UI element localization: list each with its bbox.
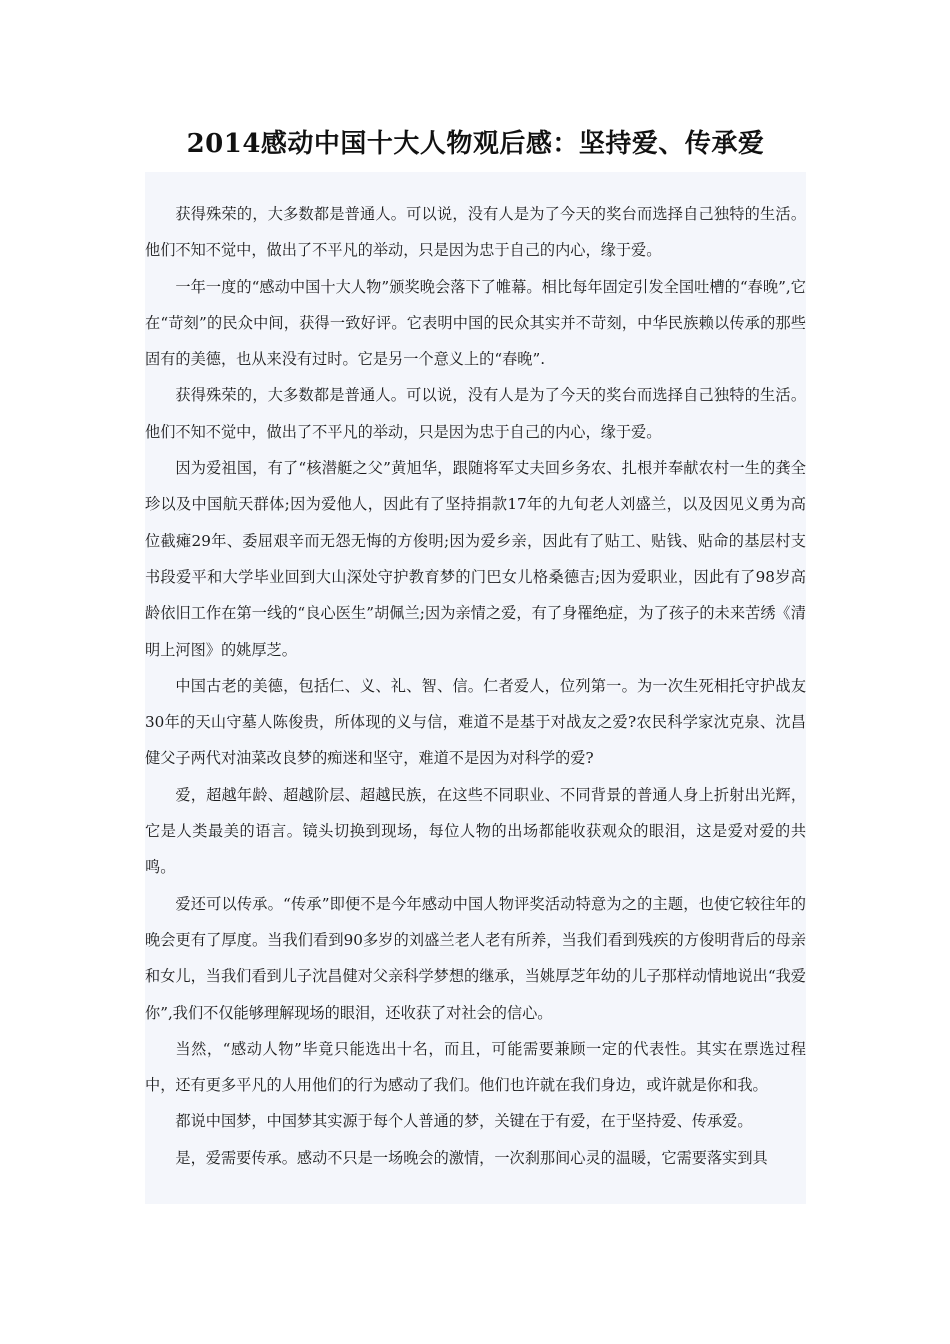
paragraph-5: 中国古老的美德，包括仁、义、礼、智、信。仁者爱人，位列第一。为一次生死相托守护战友30年的天山守墓人陈俊贵，所体现的义与信，难道不是基于对战友之爱?农民科学家沈克泉、沈昌健父子两代对油菜改良梦的痴迷和坚守，难道不是因为对科学的爱? xyxy=(145,676,806,768)
paragraph-3: 获得殊荣的，大多数都是普通人。可以说，没有人是为了今天的奖台而选择自己独特的生活。他们不知不觉中，做出了不平凡的举动，只是因为忠于自己的内心，缘于爱。 xyxy=(145,386,806,441)
body-text xyxy=(145,196,806,1176)
paragraph-6: 爱，超越年龄、超越阶层、超越民族，在这些不同职业、不同背景的普通人身上折射出光辉，它是人类最美的语言。镜头切换到现场，每位人物的出场都能收获观众的眼泪，这是爱对爱的共鸣。 xyxy=(145,785,806,877)
paragraph-8: 当然，“感动人物”毕竟只能选出十名，而且，可能需要兼顾一定的代表性。其实在票选过程中，还有更多平凡的人用他们的行为感动了我们。他们也许就在我们身边，或许就是你和我。 xyxy=(145,1039,806,1095)
paragraph-2: 一年一度的“感动中国十大人物”颁奖晚会落下了帷幕。相比每年固定引发全国吐槽的“春晚”,它在“苛刻”的民众中间，获得一致好评。它表明中国的民众其实并不苛刻，中华民族赖以传承的那些固有的美德，也从来没有过时。它是另一个意义上的“春晚”. xyxy=(145,277,806,369)
paragraph-9: 都说中国梦，中国梦其实源于每个人普通的梦，关键在于有爱，在于坚持爱、传承爱。 xyxy=(175,1112,753,1131)
paragraph-1: 获得殊荣的，大多数都是普通人。可以说，没有人是为了今天的奖台而选择自己独特的生活。他们不知不觉中，做出了不平凡的举动，只是因为忠于自己的内心，缘于爱。 xyxy=(145,205,806,260)
paragraph-7: 爱还可以传承。“传承”即便不是今年感动中国人物评奖活动特意为之的主题，也使它较往年的晚会更有了厚度。当我们看到90多岁的刘盛兰老人老有所养，当我们看到残疾的方俊明背后的母亲和女儿，当我们看到儿子沈昌健对父亲科学梦想的继承，当姚厚芝年幼的儿子那样动情地说出“我爱你”,我们不仅能够理解现场的眼泪，还收获了对社会的信心。 xyxy=(145,894,806,1022)
paragraph-4: 因为爱祖国，有了“核潜艇之父”黄旭华，跟随将军丈夫回乡务农、扎根并奉献农村一生的龚全珍以及中国航天群体;因为爱他人，因此有了坚持捐款17年的九旬老人刘盛兰，以及因见义勇为高位截瘫29年、委屈艰辛而无怨无悔的方俊明;因为爱乡亲，因此有了贴工、贴钱、贴命的基层村支书段爱平和大学毕业回到大山深处守护教育梦的门巴女儿格桑德吉;因为爱职业，因此有了98岁高龄依旧工作在第一线的“良心医生”胡佩兰;因为亲情之爱，有了身罹绝症，为了孩子的未来苦绣《清明上河图》的姚厚芝。 xyxy=(145,459,806,659)
document-body xyxy=(145,172,806,1204)
document-title: 2014感动中国十大人物观后感：坚持爱、传承爱 xyxy=(186,129,765,159)
paragraph-10: 是，爱需要传承。感动不只是一场晚会的激情，一次刹那间心灵的温暖，它需要落实到具 xyxy=(175,1148,768,1167)
